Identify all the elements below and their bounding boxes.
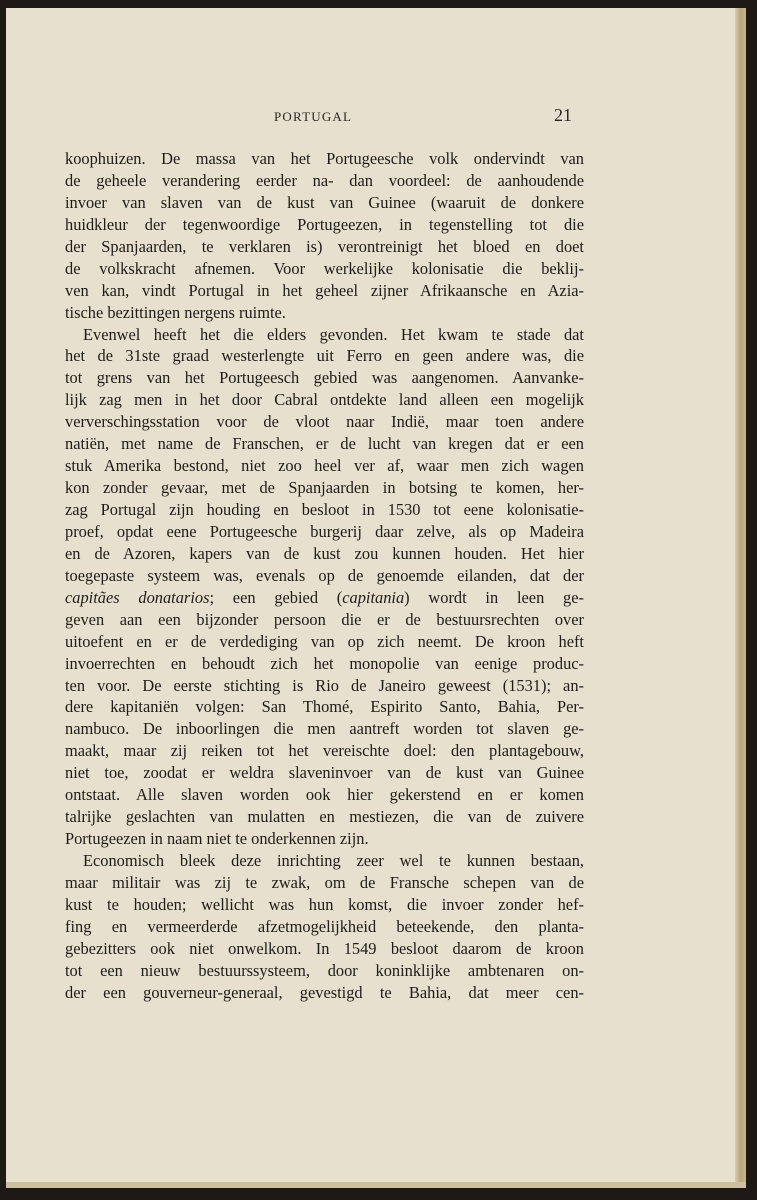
page-edge-bottom bbox=[6, 1182, 746, 1188]
book-page bbox=[6, 8, 746, 1188]
text-line: stuk Amerika bestond, niet zoo heel ver af, waar men zich wagen bbox=[65, 456, 584, 476]
text-line: zag Portugal zijn houding en besloot in 1530 tot eene kolonisatie- bbox=[65, 500, 584, 519]
italic-term: capitães donatarios bbox=[65, 587, 210, 607]
text-line: niet toe, zoodat er weldra slaveninvoer van de kust van Guinee bbox=[65, 763, 584, 783]
body-text bbox=[65, 148, 584, 1004]
text-line: toegepaste systeem was, evenals op de genoemde eilanden, dat der bbox=[65, 565, 584, 585]
text-line: maakt, maar zij reiken tot het vereischte doel: den plantagebouw, bbox=[65, 741, 584, 761]
text-line: maar militair was zij te zwak, om de Fransche schepen van de bbox=[65, 872, 584, 892]
text-line: invoer van slaven van de kust van Guinee (waaruit de donkere bbox=[65, 192, 584, 212]
text-line: der Spanjaarden, te verklaren is) verontreinigt het bloed en doet bbox=[65, 236, 584, 256]
text-line: Evenwel heeft het die elders gevonden. Het kwam te stade dat bbox=[83, 324, 584, 344]
text-span: ; een gebied ( bbox=[209, 587, 343, 607]
italic-term: capitania bbox=[342, 587, 405, 607]
text-line: dere kapitaniën volgen: San Thomé, Espirito Santo, Bahia, Per- bbox=[65, 697, 584, 717]
text-line: invoerrechten en behoudt zich het monopolie van eenige produc- bbox=[65, 653, 584, 673]
text-line: natiën, met name de Franschen, er de lucht van kregen dat er een bbox=[65, 434, 584, 454]
text-line: huidkleur der tegenwoordige Portugeezen, in tegenstelling tot die bbox=[65, 214, 584, 234]
text-line: tische bezittingen nergens ruimte. bbox=[65, 302, 286, 322]
text-line: Portugeezen in naam niet te onderkennen zijn. bbox=[65, 829, 369, 849]
text-span: ) wordt in leen ge- bbox=[404, 587, 584, 607]
text-line: kon zonder gevaar, met de Spanjaarden in botsing te komen, her- bbox=[65, 478, 584, 498]
text-line: talrijke geslachten van mulatten en mestiezen, die van de zuivere bbox=[65, 807, 584, 827]
text-line: en de Azoren, kapers van de kust zou kunnen houden. Het hier bbox=[65, 543, 584, 563]
text-line: de geheele verandering eerder na- dan voordeel: de aanhoudende bbox=[65, 170, 584, 190]
text-line: geven aan een bijzonder persoon die er de bestuursrechten over bbox=[65, 609, 584, 629]
text-line: ten voor. De eerste stichting is Rio de Janeiro geweest (1531); an- bbox=[65, 675, 584, 695]
page-edge-right bbox=[735, 8, 746, 1188]
text-line bbox=[65, 587, 584, 609]
text-line: ven kan, vindt Portugal in het geheel zijner Afrikaansche en Azia- bbox=[65, 280, 584, 300]
text-line: der een gouverneur-generaal, gevestigd te Bahia, dat meer cen- bbox=[65, 982, 584, 1002]
text-line: de volkskracht afnemen. Voor werkelijke kolonisatie die beklij- bbox=[65, 258, 584, 278]
text-line: koophuizen. De massa van het Portugeesche volk ondervindt van bbox=[65, 149, 584, 168]
text-line: tot een nieuw bestuurssysteem, door koninklijke ambtenaren on- bbox=[65, 960, 584, 980]
page-number: 21 bbox=[554, 105, 572, 125]
text-line: lijk zag men in het door Cabral ontdekte land alleen een mogelijk bbox=[65, 390, 584, 410]
text-line: het de 31ste graad westerlengte uit Ferro en geen andere was, die bbox=[65, 346, 584, 366]
text-line: kust te houden; wellicht was hun komst, die invoer zonder hef- bbox=[65, 894, 584, 914]
text-line: tot grens van het Portugeesch gebied was aangenomen. Aanvanke- bbox=[65, 368, 584, 388]
text-line: ontstaat. Alle slaven worden ook hier gekerstend en er komen bbox=[65, 785, 584, 805]
text-line: ververschingsstation voor de vloot naar Indië, maar toen andere bbox=[65, 412, 584, 432]
text-line: proef, opdat eene Portugeesche burgerij daar zelve, als op Madeira bbox=[65, 521, 584, 541]
text-line: uitoefent en er de verdediging van op zich neemt. De kroon heft bbox=[65, 631, 584, 651]
text-line: Economisch bleek deze inrichting zeer wel te kunnen bestaan, bbox=[83, 851, 584, 870]
running-head: PORTUGAL bbox=[274, 109, 353, 124]
text-line: gebezitters ook niet onwelkom. In 1549 besloot daarom de kroon bbox=[65, 938, 584, 958]
text-line: fing en vermeerderde afzetmogelijkheid beteekende, den planta- bbox=[65, 916, 584, 936]
text-line: nambuco. De inboorlingen die men aantreft worden tot slaven ge- bbox=[65, 719, 584, 739]
